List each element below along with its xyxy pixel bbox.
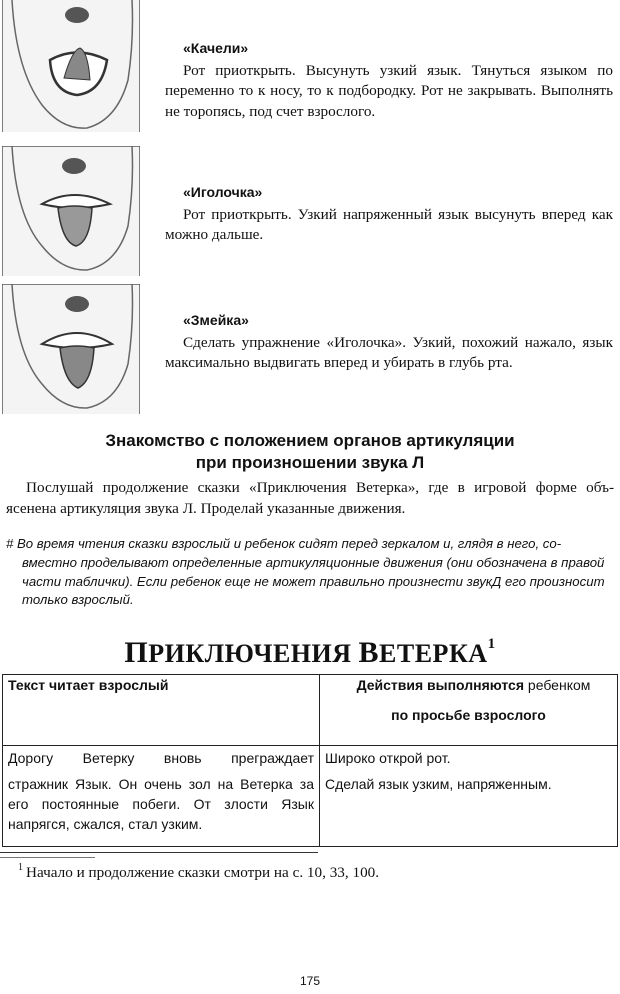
exercise-title: «Змейка» xyxy=(183,312,249,328)
note-first-line: # Во время чтения сказки взрослый и ребенок сидят перед зеркалом и, глядя в него, со- xyxy=(6,536,562,551)
exercise-description: Сделать упражнение «Иголочка». Узкий, похожий нажало, язык максимально выдвигать вперед и убирать в глубь рта. xyxy=(165,333,613,371)
story-text: стражник Язык. Он очень зол на Ветерка за его постоянные побеги. От злости Язык напрягся, сжался, стал узким. xyxy=(8,776,314,832)
header-cell-child xyxy=(320,675,618,746)
exercise-description: Рот приоткрыть. Высунуть узкий язык. Тянуться языком по переменно то к носу, то к подбородку. Рот не закрывать. Выполнять не торопясь, под счет взрослого. xyxy=(165,61,613,120)
exercise-swing xyxy=(165,38,613,122)
action-text: Сделай язык узким, напряженным. xyxy=(325,776,552,792)
exercise-title: «Иголочка» xyxy=(183,184,263,200)
footnote-mark: 1 xyxy=(18,862,23,873)
section-title-line: Знакомство с положением органов артикуляции xyxy=(105,431,515,450)
intro-paragraph: Послушай продолжение сказки «Приключения Ветерка», где в игровой форме объ-ясенена артикуляция звука Л. Проделай указанные движения. xyxy=(6,479,614,517)
footnote-divider-short xyxy=(0,857,95,858)
header-label-line2: по просьбе взрослого xyxy=(391,707,546,723)
exercise-needle xyxy=(165,182,613,246)
instruction-note xyxy=(6,535,616,610)
header-label-normal: ребенком xyxy=(524,677,591,693)
story-text-cell xyxy=(3,746,320,847)
footnote-reference: 1 xyxy=(487,636,496,652)
illustration-needle xyxy=(2,146,140,276)
action-text: Широко открой рот. xyxy=(325,750,451,766)
story-title-cap: В xyxy=(358,636,380,669)
story-text: Дорогу Ветерку вновь преграждает xyxy=(8,750,314,766)
illustration-swing xyxy=(2,0,140,132)
header-label-bold: Действия выполняются xyxy=(356,677,525,693)
footnote-text: Начало и продолжение сказки смотри на с. 10, 33, 100. xyxy=(26,864,380,881)
story-title xyxy=(0,636,620,670)
footnote xyxy=(18,862,379,882)
note-continuation: вместно проделывают определенные артикуляционные движения (они обозначена в правой части таблички). Если ребенок еще не может правильно произнести звукД его произносит только взрослый. xyxy=(22,554,605,608)
table-header-row xyxy=(3,675,618,746)
story-title-cap: П xyxy=(124,636,149,669)
header-label: Текст читает взрослый xyxy=(8,677,169,693)
exercise-title: «Качели» xyxy=(183,40,249,56)
exercise-snake xyxy=(165,310,613,374)
story-title-part: ЕТЕРКА xyxy=(379,639,488,668)
table-row xyxy=(3,746,618,847)
action-cell xyxy=(320,746,618,847)
footnote-divider xyxy=(0,852,318,853)
story-table xyxy=(2,674,618,847)
section-title-line: при произношении звука Л xyxy=(195,453,425,472)
exercise-description: Рот приоткрыть. Узкий напряженный язык высунуть вперед как можно дальше. xyxy=(165,205,613,243)
page-number: 175 xyxy=(299,974,321,988)
illustration-snake xyxy=(2,284,140,414)
story-title-part: РИКЛЮЧЕНИЯ xyxy=(148,639,359,668)
section-title xyxy=(0,430,620,474)
header-cell-adult xyxy=(3,675,320,746)
